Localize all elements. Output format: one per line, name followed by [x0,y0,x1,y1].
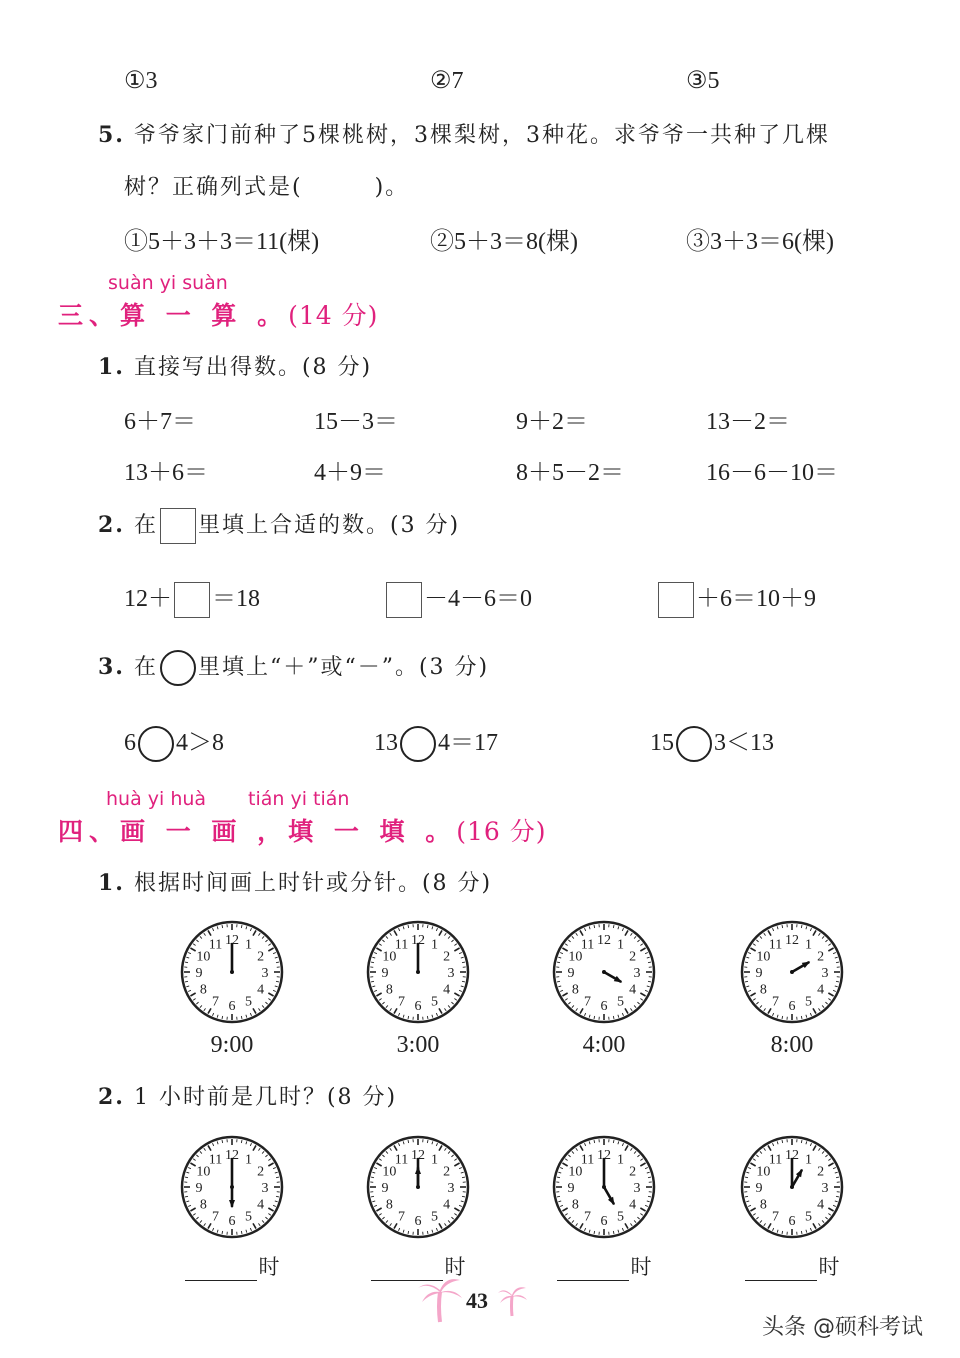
clock-face[interactable] [550,918,658,1026]
clock-number: 2 [817,1164,825,1180]
clock-item [737,1133,847,1281]
clock-tick [801,1231,802,1234]
clock-face [364,1133,472,1241]
clock-tick [222,1016,223,1019]
s3-q1-number: 1. [98,354,125,380]
clock-number: 1 [245,937,252,953]
answer-box [160,508,196,544]
clock-number: 2 [257,949,265,965]
clock-tick [222,1140,223,1143]
clock-tick [745,1177,748,1178]
clock-number: 2 [443,1164,451,1180]
clock-number: 12 [225,933,239,948]
q5-line1 [98,118,830,149]
clock-center [790,1185,794,1189]
clock-number: 12 [597,1148,611,1163]
clock-number: 11 [208,937,223,953]
clock-center [230,1185,234,1189]
s3-q1-text: 直接写出得数。(8 分) [133,355,373,380]
answer-blank[interactable] [549,1251,659,1281]
calc-item: 6＋7＝ [124,409,196,435]
s4-q1-text: 根据时间画上时针或分针。(8 分) [133,871,493,896]
calc-item: 15－3＝ [314,409,398,435]
q5-number: 5. [98,122,125,148]
clock-number: 4 [443,982,451,998]
clock-tick [782,1016,783,1019]
section3-pinyin: suàn yi suàn [108,272,228,294]
clock-number: 3 [261,966,269,981]
clock-center [602,1185,606,1189]
calc-item: 16－6－10＝ [706,460,838,486]
q5-option-1: ①5＋3＋3＝11(棵) [124,229,320,255]
s3-q2-pre: 在 [133,513,158,538]
clock-number: 4 [257,982,265,998]
s3-q1-heading [98,350,372,381]
clock-item [177,918,287,1059]
clock-number: 7 [212,1209,219,1225]
clock-number: 5 [245,1209,252,1225]
section4-heading [58,812,547,848]
clock-number: 9 [195,966,203,981]
clock-tick [613,1231,614,1234]
clock-number: 2 [817,949,825,965]
clock-number: 11 [580,937,595,953]
clock-number: 12 [411,933,425,948]
clock-tick [241,1140,242,1143]
q5-line2: 树？正确列式是( )。 [124,175,410,200]
calc-item: 13－2＝ [706,409,790,435]
clock-tick [836,962,839,963]
clock-number: 5 [805,1209,812,1225]
calc-item: 8＋5－2＝ [516,460,624,486]
clock-tick [371,1196,374,1197]
clock-tick [648,981,651,982]
answer-circle[interactable] [400,726,436,762]
clock-number: 9 [381,966,389,981]
calc-item: 4＋9＝ [314,460,386,486]
clock-tick [782,1140,783,1143]
clock-number: 3 [821,1181,829,1196]
section3-score: (14 分) [288,301,379,330]
clock-tick [241,1231,242,1234]
s4-q2-text: 1 小时前是几时？(8 分) [133,1085,398,1110]
calc-item: 13＋6＝ [124,460,208,486]
clock-number: 5 [805,994,812,1010]
clock-number: 9 [755,966,763,981]
clock-number: 1 [431,1152,438,1168]
clock-number: 9 [195,1181,203,1196]
answer-circle [160,650,196,686]
clock-number: 8 [199,1197,207,1213]
s4-q1-heading [98,866,492,897]
clock-face [550,1133,658,1241]
answer-circle[interactable] [138,726,174,762]
clock-number: 2 [629,949,637,965]
clock-face[interactable] [178,918,286,1026]
clock-number: 11 [768,937,783,953]
q5-text: 爷爷家门前种了5棵桃树，3棵梨树，3种花。求爷爷一共种了几棵 [133,123,830,148]
clock-tick [745,1196,748,1197]
q4-option-1: ①3 [124,68,158,94]
clock-number: 8 [759,982,767,998]
sign-item [374,722,498,762]
clock-number: 5 [431,994,438,1010]
fill-item [124,578,260,618]
clock-tick [745,962,748,963]
clock-number: 4 [817,982,825,998]
clock-number: 1 [805,937,812,953]
clock-number: 9 [567,1181,575,1196]
clock-center [416,1185,420,1189]
clock-number: 9 [755,1181,763,1196]
clock-tick [836,981,839,982]
clock-number: 12 [785,933,799,948]
clock-tick [408,1231,409,1234]
clock-item [177,1133,287,1281]
clock-tick [648,1196,651,1197]
clock-tick [745,981,748,982]
clock-number: 8 [571,982,579,998]
answer-blank[interactable] [737,1251,847,1281]
clock-number: 6 [228,1214,236,1229]
clock-tick [801,1016,802,1019]
hour-suffix: 时 [258,1255,280,1279]
clock-number: 3 [261,1181,269,1196]
clock-number: 6 [788,1214,796,1229]
clock-tick [782,925,783,928]
clock-item [737,918,847,1059]
palm-tree-icon [416,1272,464,1324]
answer-box[interactable] [386,582,422,618]
answer-blank[interactable] [177,1251,287,1281]
clock-number: 1 [431,937,438,953]
clock-number: 8 [385,1197,393,1213]
clock-number: 5 [245,994,252,1010]
answer-box[interactable] [658,582,694,618]
fill-item-post: ＋6＝10＋9 [696,586,816,612]
clock-tick [185,981,188,982]
clock-number: 4 [257,1197,265,1213]
clock-number: 11 [394,937,409,953]
clock-center [790,970,794,974]
clock-center [602,970,606,974]
clock-number: 6 [788,999,796,1014]
clock-center [230,970,234,974]
section3-heading [58,296,378,332]
clock-number: 6 [228,999,236,1014]
clock-number: 8 [385,982,393,998]
clock-number: 10 [756,1164,771,1180]
clock-number: 6 [600,999,608,1014]
clock-tick [276,1196,279,1197]
clock-number: 12 [411,1148,425,1163]
clock-number: 10 [196,1164,211,1180]
clock-number: 12 [597,933,611,948]
clock-number: 5 [617,994,624,1010]
page-number: 43 [466,1288,488,1313]
hour-suffix: 时 [818,1255,840,1279]
section4-title: 四、画 一 画 ，填 一 填 。 [58,817,457,846]
clock-tick [782,1231,783,1234]
calc-item: 9＋2＝ [516,409,588,435]
sign-item-post: 3＜13 [714,730,774,756]
clock-tick [427,925,428,928]
clock-tick [613,925,614,928]
clock-tick [594,1140,595,1143]
clock-tick [613,1016,614,1019]
s4-q2-number: 2. [98,1084,125,1110]
clock-time-label: 3:00 [396,1032,440,1058]
clock-time-label: 9:00 [210,1032,254,1058]
clock-tick [462,1196,465,1197]
clock-number: 2 [257,1164,265,1180]
clock-tick [648,962,651,963]
clock-tick [613,1140,614,1143]
clock-tick [276,981,279,982]
clock-tick [276,1177,279,1178]
fill-item [384,578,532,618]
clock-number: 11 [208,1152,223,1168]
clock-number: 5 [617,1209,624,1225]
clock-tick [557,1177,560,1178]
clock-face[interactable] [738,918,846,1026]
clock-number: 10 [756,949,771,965]
clock-tick [594,1231,595,1234]
clock-number: 3 [633,966,641,981]
s4-q1-number: 1. [98,870,125,896]
clock-number: 12 [785,1148,799,1163]
fill-item-post: －4－6＝0 [424,586,532,612]
s3-q2-number: 2. [98,512,125,538]
section3-title: 三、算 一 算 。 [58,301,289,330]
q5-option-2: ②5＋3＝8(棵) [430,229,578,255]
clock-item [363,1133,473,1281]
answer-box[interactable] [174,582,210,618]
clock-tick [241,1016,242,1019]
clock-number: 11 [394,1152,409,1168]
clock-number: 8 [199,982,207,998]
clock-tick [594,1016,595,1019]
clock-item [549,918,659,1059]
sign-item-pre: 6 [124,730,136,756]
clock-number: 9 [567,966,575,981]
s3-q3-pre: 在 [133,655,158,680]
clock-tick [408,925,409,928]
clock-tick [462,981,465,982]
clock-number: 7 [398,1209,405,1225]
clock-number: 3 [821,966,829,981]
clock-number: 3 [633,1181,641,1196]
q5-option-3: ③3＋3＝6(棵) [686,229,834,255]
sign-item [650,722,774,762]
clock-number: 7 [772,1209,779,1225]
s3-q3-number: 3. [98,654,125,680]
section4-pinyin-1: huà yi huà [106,788,207,810]
s3-q3-post: 里填上“＋”或“－”。(3 分) [197,655,490,680]
fill-item-post: ＝18 [212,586,260,612]
clock-number: 10 [568,949,583,965]
clock-number: 10 [196,949,211,965]
clock-number: 4 [443,1197,451,1213]
clock-item [549,1133,659,1281]
hour-suffix: 时 [444,1255,466,1279]
clock-number: 8 [759,1197,767,1213]
clock-tick [276,962,279,963]
clock-tick [462,962,465,963]
clock-number: 10 [568,1164,583,1180]
fill-item [656,578,816,618]
clock-face [738,1133,846,1241]
clock-number: 3 [447,966,455,981]
clock-tick [185,962,188,963]
clock-tick [371,981,374,982]
s4-q2-heading [98,1080,397,1111]
clock-number: 7 [584,994,591,1010]
clock-tick [836,1177,839,1178]
clock-tick [371,1177,374,1178]
clock-tick [648,1177,651,1178]
clock-number: 4 [629,982,637,998]
section4-score: (16 分) [456,817,547,846]
clock-time-label: 4:00 [582,1032,626,1058]
clock-tick [241,925,242,928]
clock-number: 2 [443,949,451,965]
q4-option-2: ②7 [430,68,464,94]
clock-number: 7 [398,994,405,1010]
clock-number: 8 [571,1197,579,1213]
clock-tick [462,1177,465,1178]
clock-tick [801,925,802,928]
clock-number: 2 [629,1164,637,1180]
answer-circle[interactable] [676,726,712,762]
clock-tick [427,1231,428,1234]
clock-item [363,918,473,1059]
clock-tick [408,1016,409,1019]
sign-item-post: 4＞8 [176,730,224,756]
clock-number: 6 [600,1214,608,1229]
section4-pinyin-2: tián yi tián [248,788,350,810]
clock-tick [801,1140,802,1143]
clock-time-label: 8:00 [770,1032,814,1058]
s3-q2-heading [98,508,460,544]
sign-item-post: 4＝17 [438,730,498,756]
s3-q2-post: 里填上合适的数。(3 分) [197,513,461,538]
clock-number: 5 [431,1209,438,1225]
q4-option-3: ③5 [686,68,720,94]
clock-number: 1 [245,1152,252,1168]
clock-number: 7 [584,1209,591,1225]
clock-center [416,970,420,974]
sign-item-pre: 15 [650,730,674,756]
clock-number: 6 [414,999,422,1014]
fill-item-pre: 12＋ [124,586,172,612]
clock-tick [185,1177,188,1178]
clock-tick [185,1196,188,1197]
clock-tick [222,1231,223,1234]
watermark: 头条 @硕科考试 [762,1315,923,1340]
clock-tick [557,1196,560,1197]
clock-number: 4 [817,1197,825,1213]
clock-number: 11 [768,1152,783,1168]
clock-number: 12 [225,1148,239,1163]
clock-tick [371,962,374,963]
clock-face [178,1133,286,1241]
clock-number: 1 [617,1152,624,1168]
clock-number: 6 [414,1214,422,1229]
clock-number: 7 [212,994,219,1010]
clock-number: 1 [617,937,624,953]
clock-number: 3 [447,1181,455,1196]
clock-tick [408,1140,409,1143]
clock-tick [427,1016,428,1019]
clock-number: 10 [382,1164,397,1180]
clock-number: 11 [580,1152,595,1168]
clock-number: 10 [382,949,397,965]
clock-tick [557,981,560,982]
clock-number: 4 [629,1197,637,1213]
clock-face[interactable] [364,918,472,1026]
sign-item [124,722,224,762]
s3-q3-heading [98,650,489,686]
clock-number: 1 [805,1152,812,1168]
clock-number: 7 [772,994,779,1010]
sign-item-pre: 13 [374,730,398,756]
clock-tick [427,1140,428,1143]
palm-tree-icon [496,1282,528,1318]
clock-tick [557,962,560,963]
clock-tick [594,925,595,928]
hour-suffix: 时 [630,1255,652,1279]
clock-tick [222,925,223,928]
clock-tick [836,1196,839,1197]
clock-number: 9 [381,1181,389,1196]
